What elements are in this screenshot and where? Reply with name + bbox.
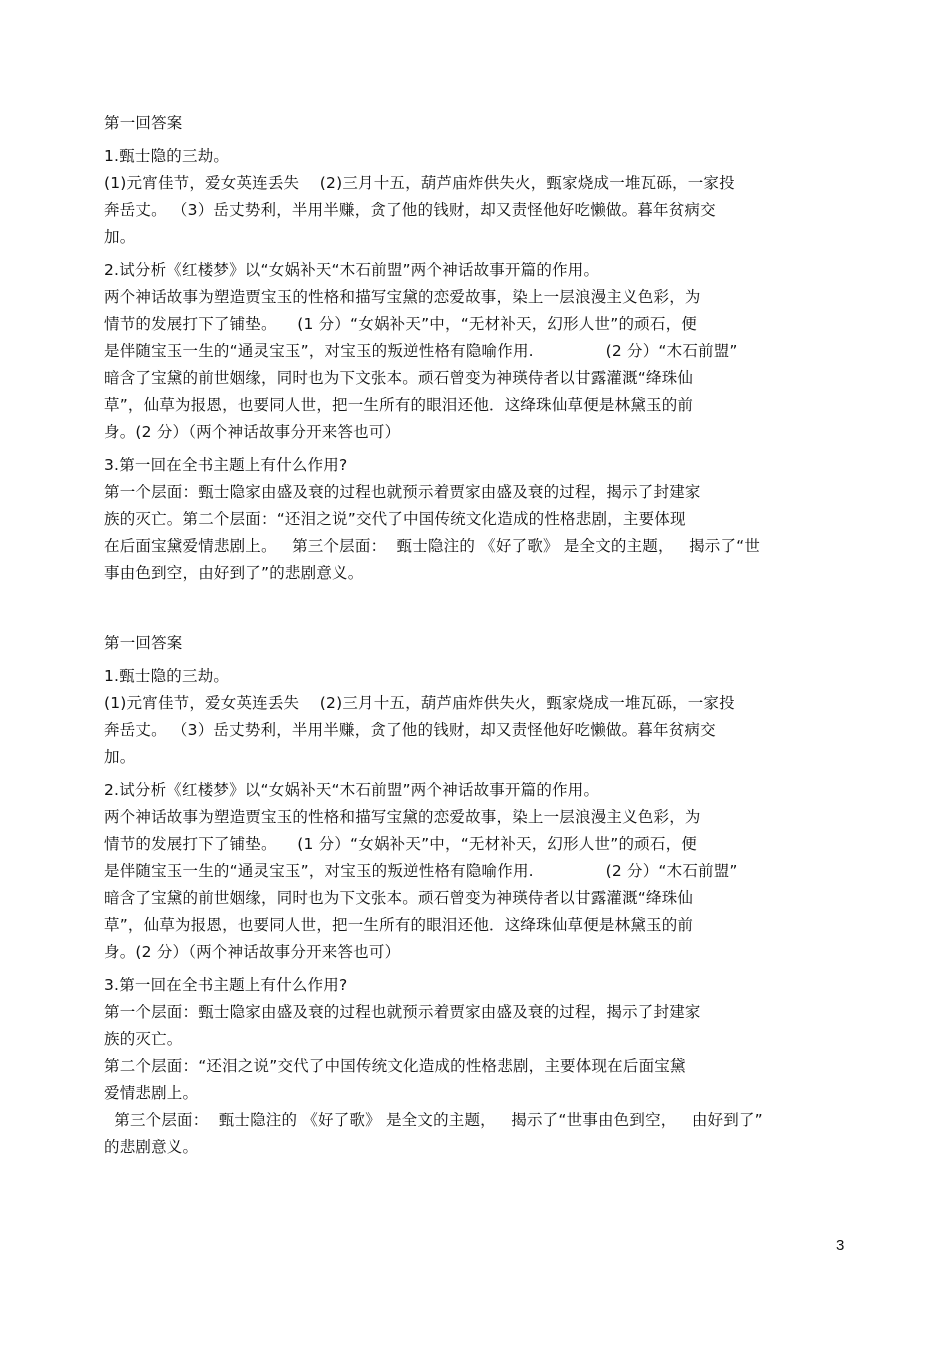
text-line: 3.第一回在全书主题上有什么作用? — [104, 456, 348, 474]
text-line: 奔岳丈。 （3）岳丈势利，半用半赚，贪了他的钱财，却又责怪他好吃懒做。暮年贫病交 — [104, 721, 716, 739]
text-line: 两个神话故事为塑造贾宝玉的性格和描写宝黛的恋爱故事，染上一层浪漫主义色彩，为 — [104, 288, 701, 306]
text-line: 1.甄士隐的三劫。 — [104, 147, 230, 165]
text-line: 第三个层面： 甄士隐注的 《好了歌》 是全文的主题， 揭示了“世事由色到空， 由好到了” — [104, 1111, 763, 1129]
text-line: 2.试分析《红楼梦》以“女娲补天“木石前盟”两个神话故事开篇的作用。 — [104, 261, 600, 279]
text-line: 族的灭亡。 — [104, 1030, 183, 1048]
text-line: 1.甄士隐的三劫。 — [104, 667, 230, 685]
text-line: 第二个层面：“还泪之说”交代了中国传统文化造成的性格悲剧，主要体现在后面宝黛 — [104, 1057, 686, 1075]
text-line: 草”，仙草为报恩，也要同人世，把一生所有的眼泪还他．这绛珠仙草便是林黛玉的前 — [104, 916, 694, 934]
text-line: 2.试分析《红楼梦》以“女娲补天“木石前盟”两个神话故事开篇的作用。 — [104, 781, 600, 799]
text-line: 加。 — [104, 748, 136, 766]
text-line: 在后面宝黛爱情悲剧上。 第三个层面： 甄士隐注的 《好了歌》 是全文的主题， 揭示了“世 — [104, 537, 761, 555]
text-line: 第一回答案 — [104, 634, 183, 652]
text-line: 奔岳丈。 （3）岳丈势利，半用半赚，贪了他的钱财，却又责怪他好吃懒做。暮年贫病交 — [104, 201, 716, 219]
text-line: 加。 — [104, 228, 136, 246]
text-line: 第一个层面：甄士隐家由盛及衰的过程也就预示着贾家由盛及衰的过程，揭示了封建家 — [104, 1003, 701, 1021]
text-line: 草”，仙草为报恩，也要同人世，把一生所有的眼泪还他．这绛珠仙草便是林黛玉的前 — [104, 396, 694, 414]
text-line: (1)元宵佳节，爱女英连丢失 (2)三月十五，葫芦庙炸供失火，甄家烧成一堆瓦砾，一家投 — [104, 694, 735, 712]
text-line: 身。(2 分）（两个神话故事分开来答也可） — [104, 423, 401, 441]
text-line: 爱情悲剧上。 — [104, 1084, 199, 1102]
text-line: 情节的发展打下了铺垫。 (1 分）“女娲补天”中，“无材补天，幻形人世”的顽石，便 — [104, 315, 697, 333]
text-line: 第一回答案 — [104, 114, 183, 132]
text-line: (1)元宵佳节，爱女英连丢失 (2)三月十五，葫芦庙炸供失火，甄家烧成一堆瓦砾，一家投 — [104, 174, 735, 192]
text-line: 族的灭亡。第二个层面：“还泪之说”交代了中国传统文化造成的性格悲剧，主要体现 — [104, 510, 686, 528]
text-line: 事由色到空，由好到了”的悲剧意义。 — [104, 564, 364, 582]
text-line: 的悲剧意义。 — [104, 1138, 199, 1156]
text-line: 暗含了宝黛的前世姻缘，同时也为下文张本。顽石曾变为神瑛侍者以甘露灌溉“绛珠仙 — [104, 369, 694, 387]
text-line: 3.第一回在全书主题上有什么作用? — [104, 976, 348, 994]
page-number: 3 — [836, 1237, 845, 1254]
text-line: 暗含了宝黛的前世姻缘，同时也为下文张本。顽石曾变为神瑛侍者以甘露灌溉“绛珠仙 — [104, 889, 694, 907]
text-line: 两个神话故事为塑造贾宝玉的性格和描写宝黛的恋爱故事，染上一层浪漫主义色彩，为 — [104, 808, 701, 826]
text-line: 第一个层面：甄士隐家由盛及衰的过程也就预示着贾家由盛及衰的过程，揭示了封建家 — [104, 483, 701, 501]
text-line: 情节的发展打下了铺垫。 (1 分）“女娲补天”中，“无材补天，幻形人世”的顽石，便 — [104, 835, 697, 853]
text-line: 是伴随宝玉一生的“通灵宝玉”，对宝玉的叛逆性格有隐喻作用. (2 分）“木石前盟” — [104, 342, 738, 360]
text-line: 身。(2 分）（两个神话故事分开来答也可） — [104, 943, 401, 961]
text-line: 是伴随宝玉一生的“通灵宝玉”，对宝玉的叛逆性格有隐喻作用. (2 分）“木石前盟” — [104, 862, 738, 880]
